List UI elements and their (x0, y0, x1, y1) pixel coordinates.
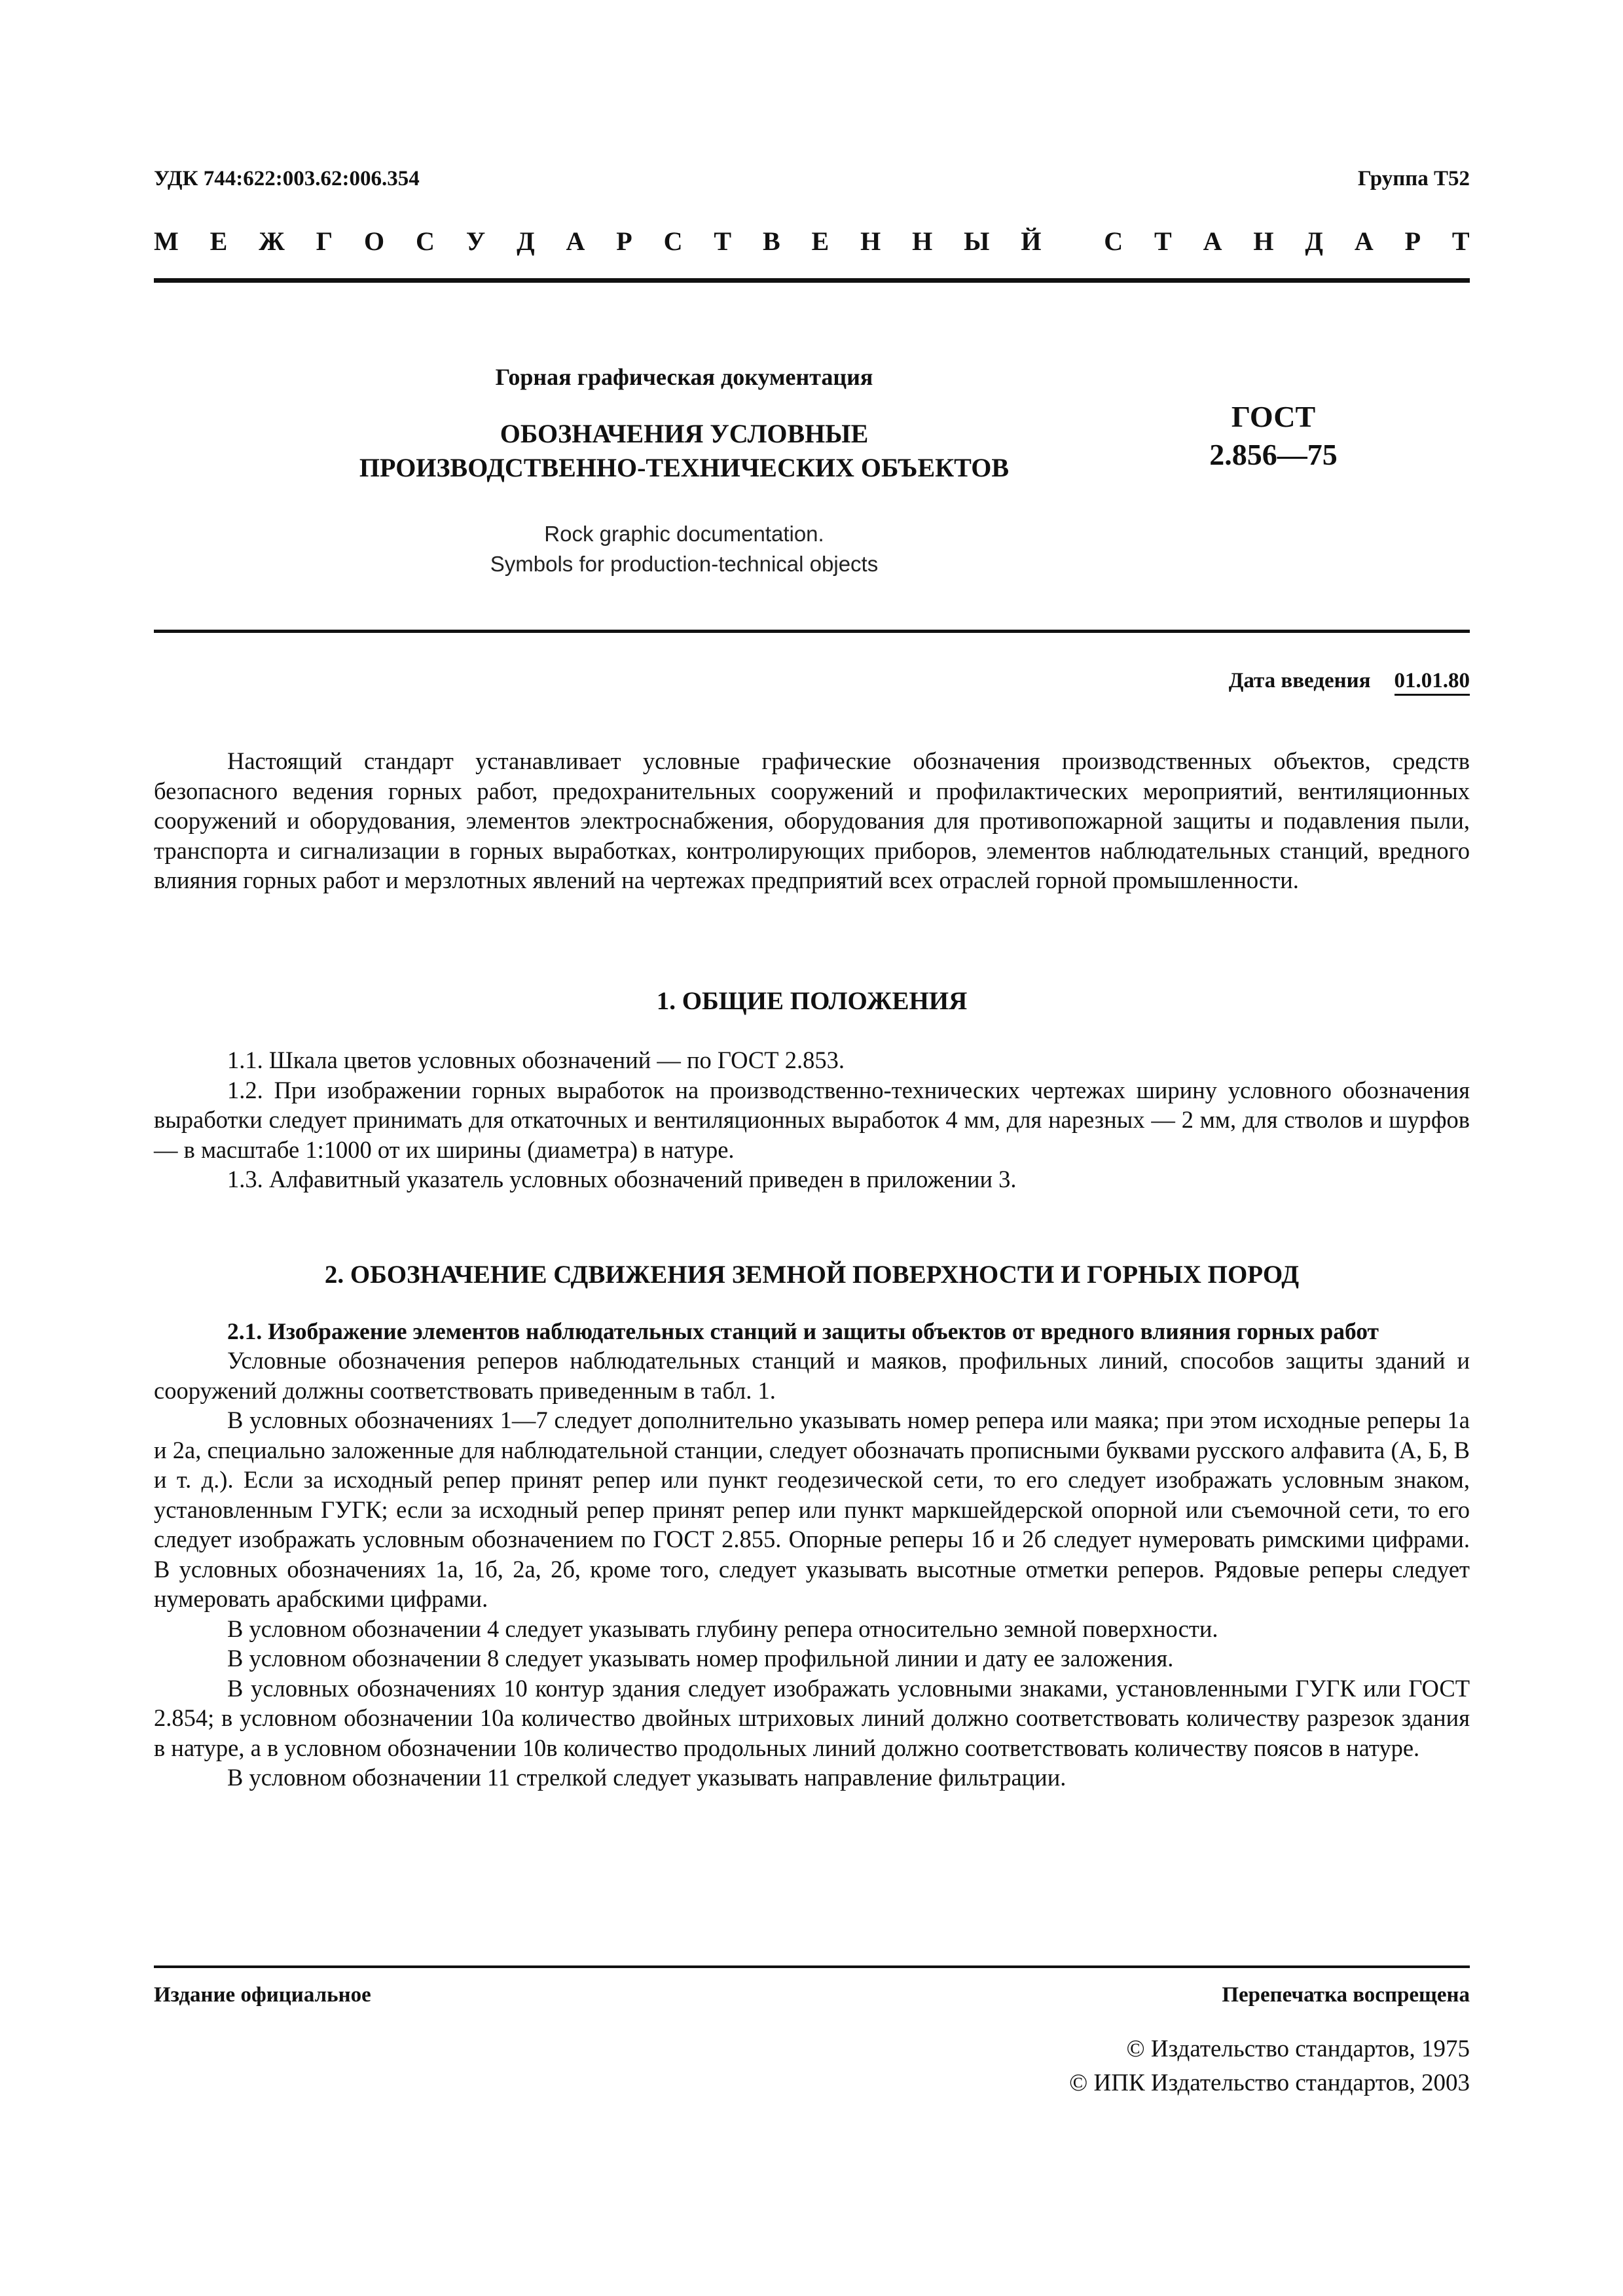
section-2-heading: 2. ОБОЗНАЧЕНИЕ СДВИЖЕНИЯ ЗЕМНОЙ ПОВЕРХНОСТИ И ГОРНЫХ ПОРОД (324, 1261, 1300, 1289)
title-block (304, 363, 1064, 579)
banner-letter: А (1203, 226, 1222, 256)
banner-letter: Т (1154, 226, 1172, 256)
banner-letter: Т (714, 226, 732, 256)
copyright-block (1069, 2032, 1470, 2100)
gost-code: 2.856—75 (1209, 438, 1338, 471)
date-label: Дата введения (1228, 669, 1371, 692)
banner-letter: Г (316, 226, 333, 256)
clause-1-3: 1.3. Алфавитный указатель условных обозначений приведен в приложении 3. (227, 1166, 1017, 1193)
banner-letter: Р (616, 226, 632, 256)
introduction-date (1229, 669, 1470, 693)
title-divider (154, 630, 1470, 633)
clause-1-1: 1.1. Шкала цветов условных обозначений — по ГОСТ 2.853. (227, 1047, 845, 1073)
interstate-standard-banner (154, 221, 1470, 260)
section-1-body (154, 1045, 1470, 1194)
gost-label: ГОСТ (1231, 400, 1316, 433)
banner-letter: Д (517, 226, 535, 256)
copyright-2003: © ИПК Издательство стандартов, 2003 (1069, 2070, 1470, 2096)
banner-letter: А (1354, 226, 1374, 256)
gost-number (1175, 398, 1372, 474)
banner-letter: Н (860, 226, 881, 256)
banner-letter: Н (912, 226, 933, 256)
intro-paragraph: Настоящий стандарт устанавливает условные графические обозначения производственных объектов, средств безопасного ведения горных работ, предохранительных сооружений и профилактических мероприятий, вентиляционных сооружений и оборудования, элементов электроснабжения, оборудования для противопожарной защиты и подавления пыли, транспорта и сигнализации в горных выработках, контролирующих приборов, элементов наблюдательных станций, вредного влияния горных работ и мерзлотных явлений на чертежах предприятий всех отраслей горной промышленности. (154, 747, 1470, 893)
document-subtitle: Горная графическая документация (495, 364, 873, 390)
clause-2-1-heading: 2.1. Изображение элементов наблюдательных станций и защиты объектов от вредного влияния горных работ (227, 1318, 1379, 1344)
header-row (154, 167, 1470, 200)
banner-letter: С (663, 226, 683, 256)
clause-2-1-para-2: В условных обозначениях 1—7 следует дополнительно указывать номер репера или маяка; при этом исходные реперы 1а и 2а, специально заложенные для наблюдательной станции, следует обозначать прописными буквами русского алфавита (А, Б, В и т. д.). Если за исходный репер принят репер или пункт геодезической сети, то его следует изображать условным знаком, установленным ГУГК; если за исходный репер принят репер или пункт маркшейдерской опорной или съемочной сети, то его следует изображать условным обозначением по ГОСТ 2.855. Опорные реперы 1б и 2б следует нумеровать римскими цифрами. В условных обозначениях 1а, 1б, 2а, 2б, кроме того, следует указывать высотные отметки реперов. Рядовые реперы следует нумеровать арабскими цифрами. (154, 1407, 1470, 1612)
banner-letter: С (1104, 226, 1123, 256)
banner-letter: Д (1305, 226, 1323, 256)
banner-letter: Е (210, 226, 228, 256)
english-title (304, 519, 1064, 579)
banner-letter: Й (1021, 226, 1042, 256)
intro-section (154, 746, 1470, 895)
banner-letter: У (465, 226, 486, 256)
section-1-heading: 1. ОБЩИЕ ПОЛОЖЕНИЯ (656, 987, 968, 1015)
footer-divider (154, 1965, 1470, 1968)
section-2-body (154, 1318, 1470, 1793)
english-title-line-2: Symbols for production-technical objects (490, 552, 879, 576)
official-edition-label: Издание официальное (154, 1983, 371, 2007)
clause-2-1-para-1: Условные обозначения реперов наблюдательных станций и маяков, профильных линий, способов защиты зданий и сооружений должны соответствовать приведенным в табл. 1. (154, 1347, 1470, 1404)
banner-letter: А (566, 226, 585, 256)
clause-1-2: 1.2. При изображении горных выработок на производственно-технических чертежах ширину условного обозначения выработки следует принимать для откаточных и вентиляционных выработок 4 мм, для нарезных — 2 мм, для стволов и шурфов — в масштабе 1:1000 от их ширины (диаметра) в натуре. (154, 1076, 1470, 1163)
banner-letter: Ы (964, 226, 990, 256)
group-code: Группа Т52 (1357, 167, 1470, 190)
document-page (154, 0, 1470, 2296)
date-value: 01.01.80 (1395, 669, 1470, 696)
banner-letter: С (416, 226, 435, 256)
banner-letter: Е (811, 226, 830, 256)
copyright-1975: © Издательство стандартов, 1975 (1126, 2036, 1470, 2062)
footer-row (154, 1983, 1470, 2016)
section-1 (154, 986, 1470, 1016)
clause-2-1-para-4: В условном обозначении 8 следует указывать номер профильной линии и дату ее заложения. (227, 1645, 1174, 1672)
banner-letter: Н (1253, 226, 1274, 256)
banner-letter: Р (1404, 226, 1421, 256)
clause-2-1-para-6: В условном обозначении 11 стрелкой следует указывать направление фильтрации. (227, 1764, 1067, 1791)
section-2 (154, 1260, 1470, 1290)
english-title-line-1: Rock graphic documentation. (544, 522, 824, 546)
clause-2-1-para-3: В условном обозначении 4 следует указывать глубину репера относительно земной поверхности. (227, 1615, 1218, 1642)
banner-letter: М (154, 226, 179, 256)
header-divider (154, 278, 1470, 283)
document-title-line-2: ПРОИЗВОДСТВЕННО-ТЕХНИЧЕСКИХ ОБЪЕКТОВ (359, 453, 1010, 482)
clause-2-1-para-5: В условных обозначениях 10 контур здания следует изображать условными знаками, установленными ГУГК или ГОСТ 2.854; в условном обозначении 10а количество двойных штриховых линий должно соответствовать количеству разрезок здания в натуре, а в условном обозначении 10в количество продольных линий должно соответствовать количеству поясов в натуре. (154, 1674, 1470, 1761)
udk-code: УДК 744:622:003.62:006.354 (154, 167, 420, 190)
reprint-forbidden-label: Перепечатка воспрещена (1222, 1983, 1470, 2007)
document-title (304, 417, 1064, 485)
document-title-line-1: ОБОЗНАЧЕНИЯ УСЛОВНЫЕ (500, 419, 869, 448)
banner-letter: О (364, 226, 385, 256)
banner-letter: В (762, 226, 780, 256)
banner-letter: Т (1451, 226, 1470, 256)
banner-letter: Ж (259, 226, 285, 256)
